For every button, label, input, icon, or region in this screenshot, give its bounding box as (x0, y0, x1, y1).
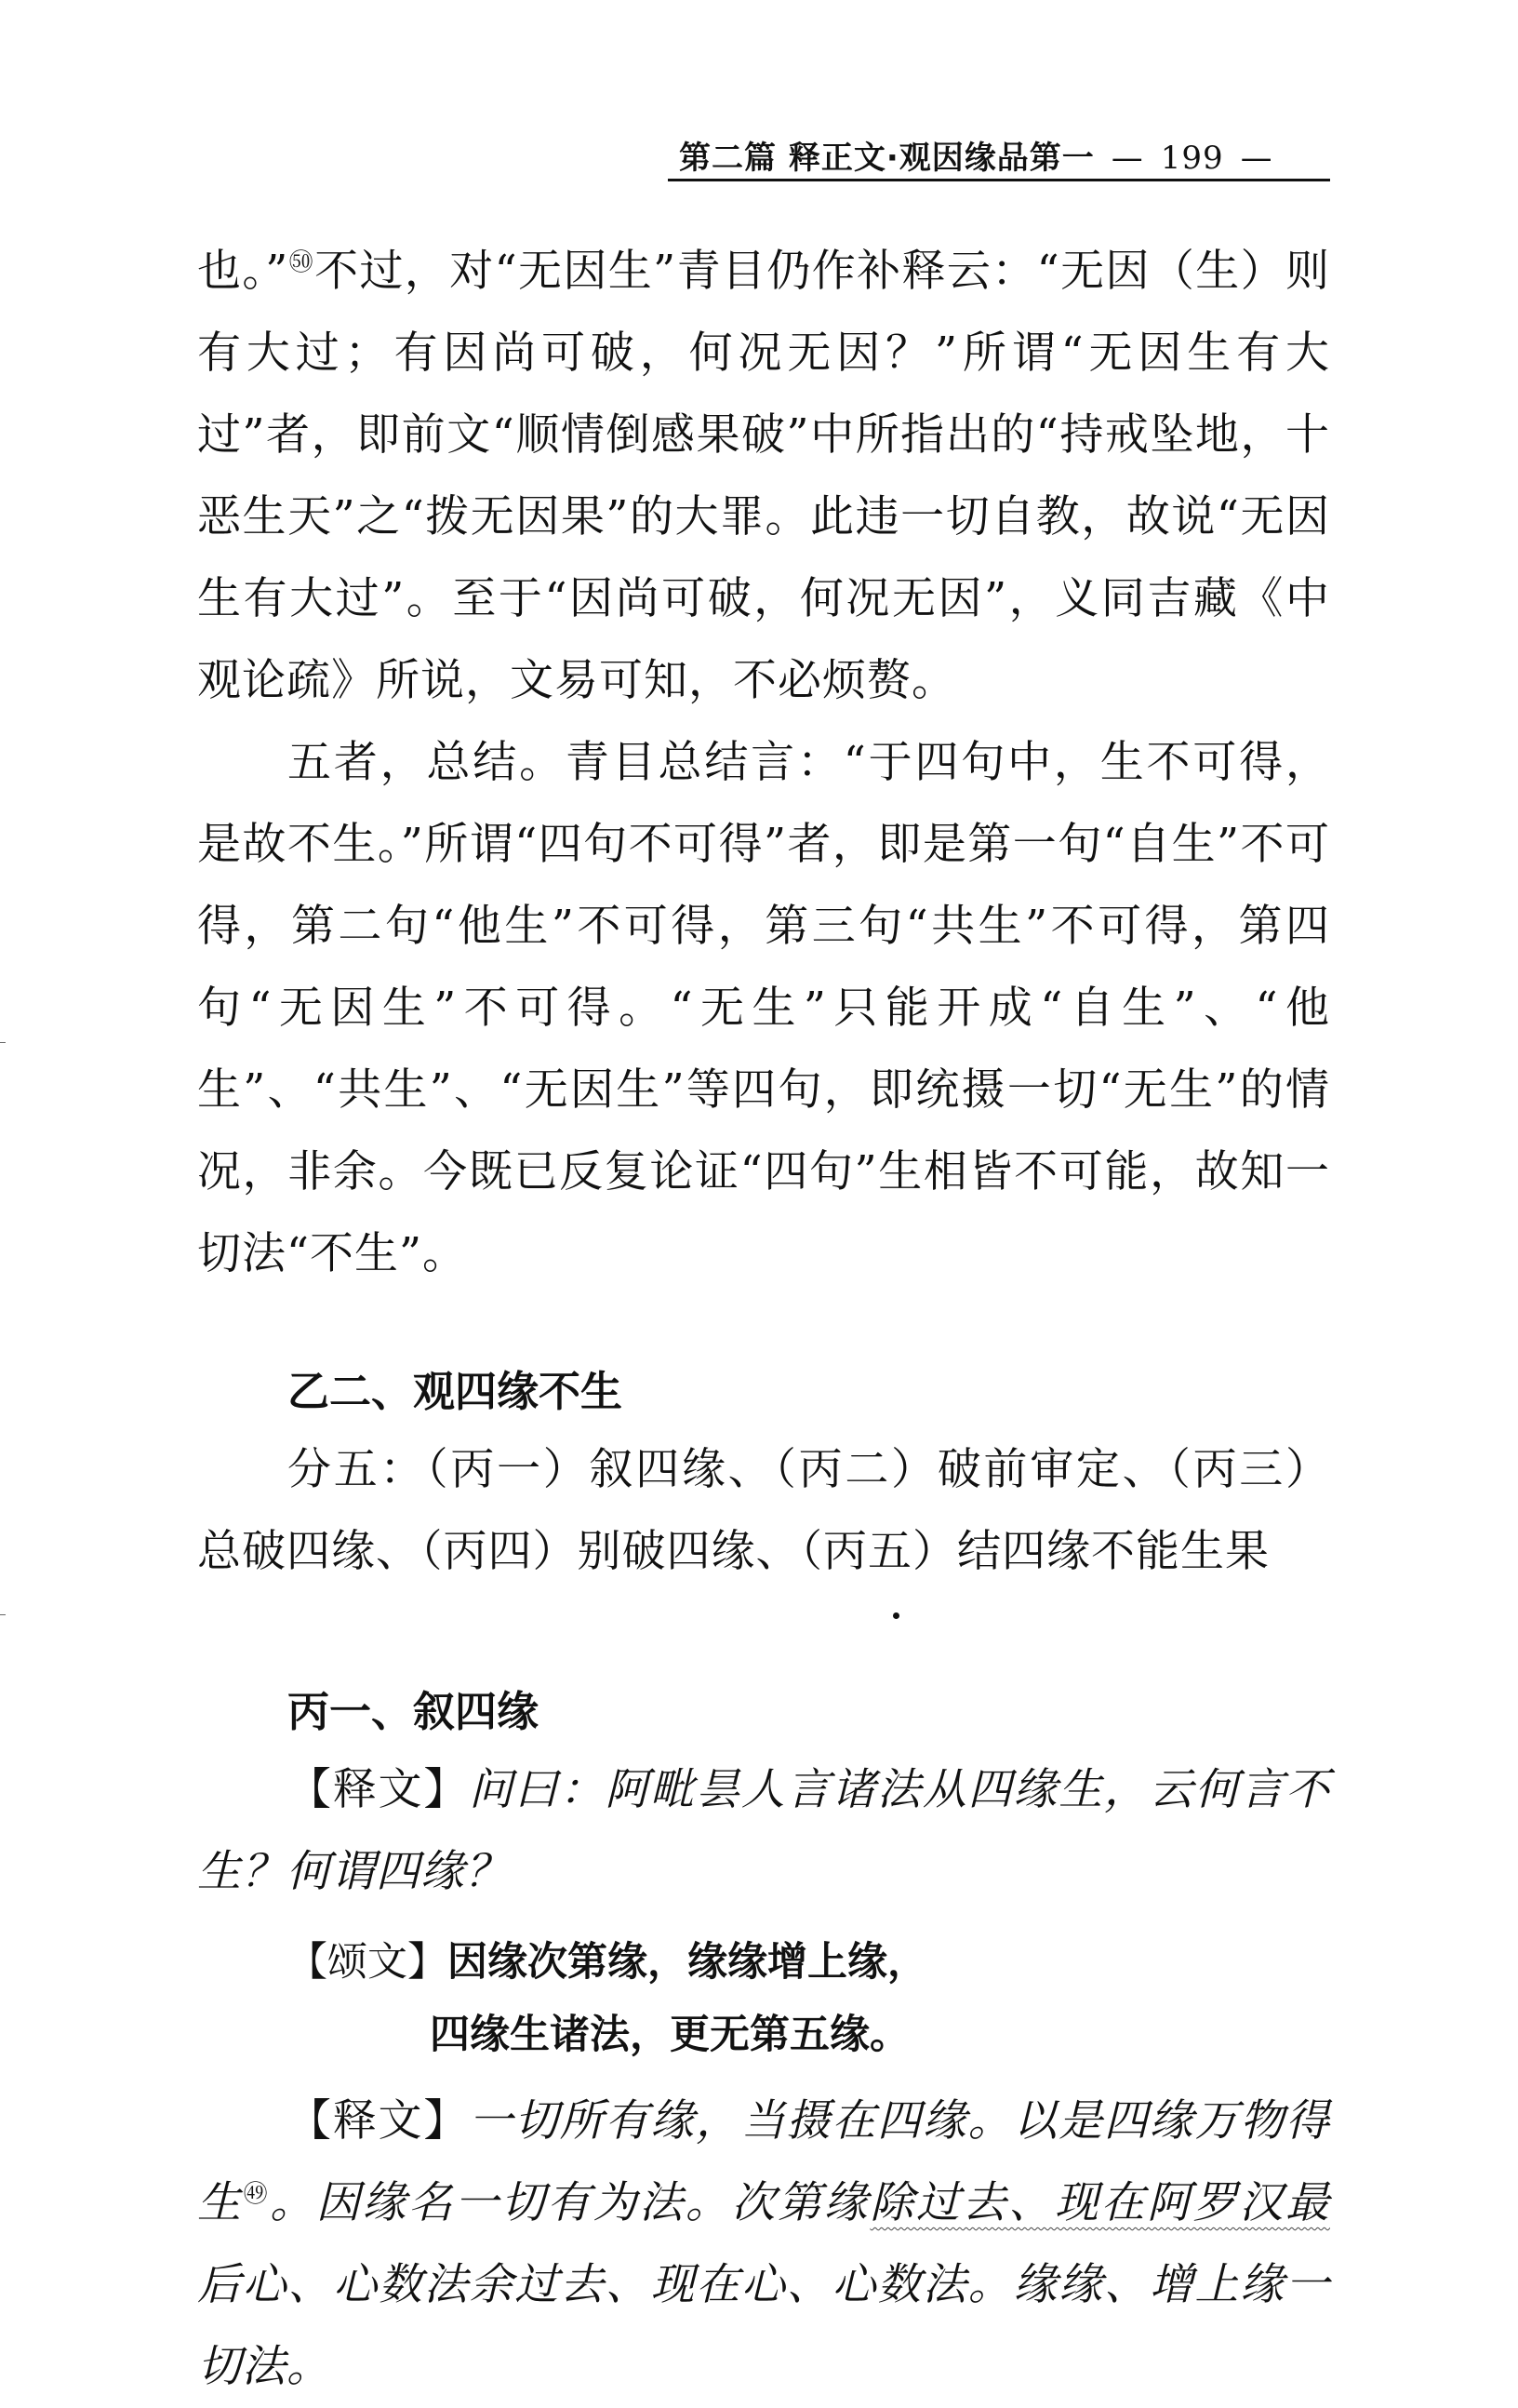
running-head (679, 132, 1330, 178)
margin-mark (0, 1614, 6, 1615)
chapter-title: 第二篇 释正文·观因缘品第一 (679, 140, 1095, 177)
ink-dot (893, 1612, 899, 1619)
paragraph-summary: 五者，总结。青目总结言：“于四句中，生不可得，是故不生。”所谓“四句不可得”者，即是第一句“自生”不可得，第二句“他生”不可得，第三句“共生”不可得，第四句“无因生”不可得。“无生”只能开成“自生”、“他生”、“共生”、“无因生”等四句，即统摄一切“无生”的情况，非余。今既已反复论证“四句”生相皆不可能，故知一切法“不生”。 (197, 737, 1330, 1279)
header-dash-right: — (1240, 140, 1273, 177)
shiwen-tag: 【释文】 (287, 1764, 470, 1815)
songwen-line-2: 四缘生诸法，更无第五缘。 (430, 2012, 910, 2058)
section-heading-bing1: 丙一、叙四缘 (287, 1687, 539, 1736)
header-dash-left: — (1111, 140, 1144, 177)
paragraph-text: 不过，对“无因生”青目仍作补释云：“无因（生）则有大过；有因尚可破，何况无因？”所谓“无因生有大过”者，即前文“顺情倒感果破”中所指出的“持戒坠地，十恶生天”之“拨无因果”的大罪。此违一切自教，故说“无因生有大过”。至于“因尚可破，何况无因”，义同吉藏《中观论疏》所说，文易可知，不必烦赘。 (197, 246, 1330, 706)
paragraph-wuyin (197, 231, 1330, 722)
shiwen-question (197, 1749, 1330, 1913)
footnote-marker: ㊿ (288, 248, 315, 277)
verse-text: 因缘次第缘，缘缘增上缘， (447, 1939, 927, 1986)
underlined-text: 除过去、现在阿罗汉最 (870, 2177, 1330, 2228)
shiwen-text: 一切所有缘，当摄在四缘。以是四缘万物得生 (197, 2095, 1331, 2228)
songwen-tag: 【颂文】 (287, 1939, 447, 1986)
page-number: 199 (1160, 140, 1224, 177)
margin-mark (0, 1042, 6, 1043)
header-rule (668, 179, 1330, 181)
shiwen-text: 问曰：阿毗昙人言诸法从四缘生，云何言不生？何谓四缘？ (197, 1764, 1331, 1897)
page-body (197, 231, 1330, 2408)
section-outline: 分五：（丙一）叙四缘、（丙二）破前审定、（丙三）总破四缘、（丙四）别破四缘、（丙五）结四缘不能生果 (197, 1444, 1330, 1577)
section-heading-yi2: 乙二、观四缘不生 (287, 1367, 623, 1416)
paragraph-text: 也。” (197, 246, 289, 297)
shiwen-text: 后心、心数法余过去、现在心、心数法。缘缘、增上缘一切法。 (197, 2259, 1330, 2392)
footnote-marker: ㊾ (243, 2180, 271, 2209)
shiwen-tag: 【释文】 (287, 2095, 470, 2147)
shiwen-explanation (197, 2080, 1330, 2408)
shiwen-text: 。因缘名一切有为法。次第缘 (270, 2177, 871, 2228)
songwen-line-1 (197, 1926, 1330, 1999)
